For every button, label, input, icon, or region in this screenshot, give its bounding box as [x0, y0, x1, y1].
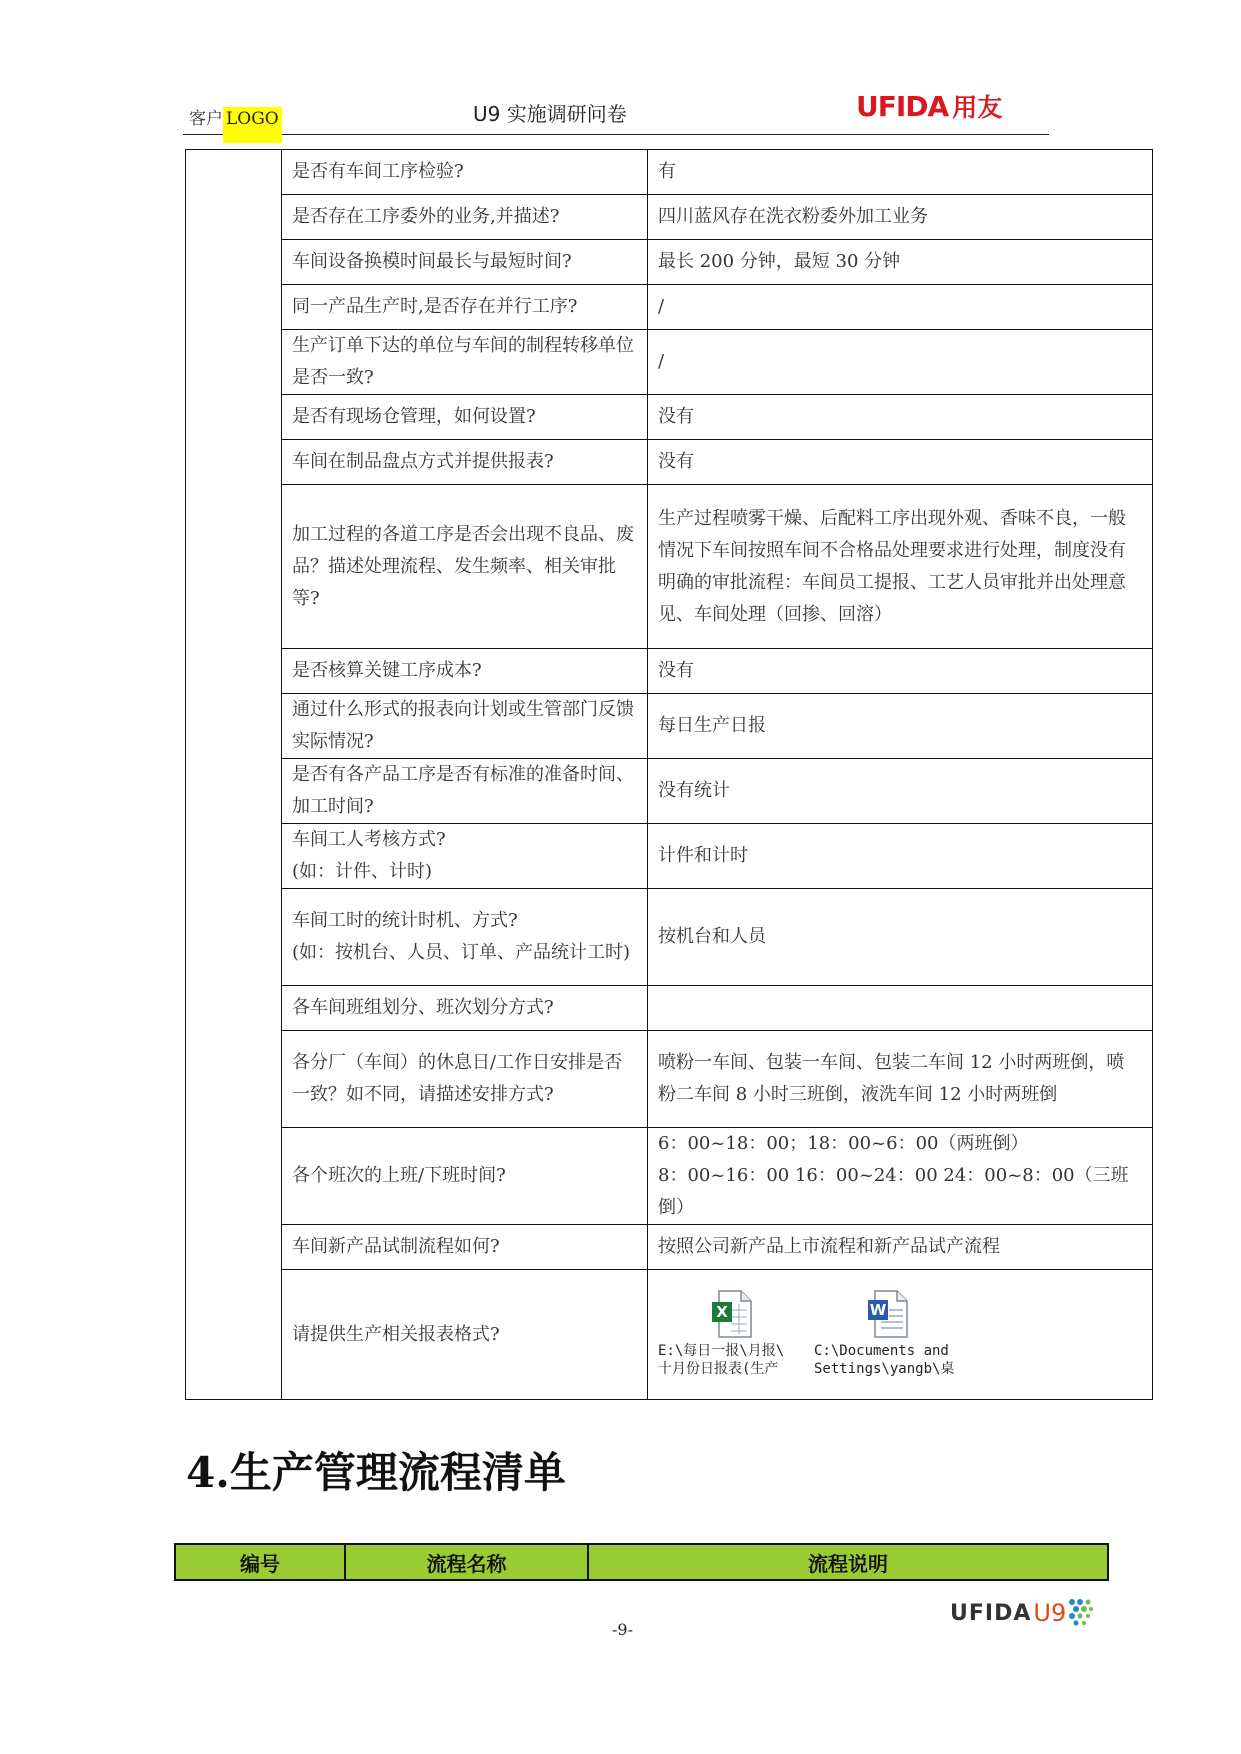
question-cell: 车间工人考核方式? (如：计件、计时) [282, 824, 648, 889]
survey-row [186, 889, 1153, 986]
answer-cell [648, 986, 1153, 1031]
answer-cell: 每日生产日报 [648, 694, 1153, 759]
survey-row [186, 395, 1153, 440]
logo-highlight: LOGO [223, 107, 282, 143]
header-number: 编号 [175, 1544, 345, 1580]
ufida-brand-logo [856, 86, 1002, 126]
survey-row [186, 195, 1153, 240]
svg-text:X: X [716, 1302, 728, 1321]
process-table-header-row [175, 1544, 1108, 1580]
ufida-u9-logo [950, 1596, 1094, 1630]
question-cell: 请提供生产相关报表格式? [282, 1270, 648, 1400]
answer-cell: 四川蓝风存在洗衣粉委外加工业务 [648, 195, 1153, 240]
answer-cell: 喷粉一车间、包装一车间、包装二车间 12 小时两班倒，喷粉二车间 8 小时三班倒，液洗车间 12 小时两班倒 [648, 1031, 1153, 1128]
question-cell: 是否核算关键工序成本? [282, 649, 648, 694]
answer-cell: 按照公司新产品上市流程和新产品试产流程 [648, 1225, 1153, 1270]
survey-table [185, 149, 1153, 1400]
survey-row-reports [186, 1270, 1153, 1400]
dots-icon [1066, 1596, 1094, 1630]
attachment-path-line1: E:\每日一报\月报\ [658, 1342, 785, 1359]
survey-row [186, 986, 1153, 1031]
survey-row [186, 824, 1153, 889]
question-cell: 通过什么形式的报表向计划或生管部门反馈实际情况? [282, 694, 648, 759]
section-heading [186, 1440, 566, 1500]
section-title: 生产管理流程清单 [229, 1448, 566, 1497]
survey-row [186, 440, 1153, 485]
survey-row [186, 1128, 1153, 1225]
question-cell: 是否有现场仓管理，如何设置? [282, 395, 648, 440]
document-title: U9 实施调研问卷 [473, 102, 627, 126]
question-cell: 车间工时的统计时机、方式? (如：按机台、人员、订单、产品统计工时) [282, 889, 648, 986]
brand-chinese: 用友 [952, 93, 1003, 122]
question-cell: 是否存在工序委外的业务,并描述? [282, 195, 648, 240]
answer-cell: 没有 [648, 649, 1153, 694]
survey-row [186, 330, 1153, 395]
question-cell: 是否有各产品工序是否有标准的准备时间、加工时间? [282, 759, 648, 824]
question-cell: 各分厂（车间）的休息日/工作日安排是否一致？如不同，请描述安排方式? [282, 1031, 648, 1128]
question-cell: 各车间班组划分、班次划分方式? [282, 986, 648, 1031]
survey-row [186, 485, 1153, 649]
question-cell: 各个班次的上班/下班时间? [282, 1128, 648, 1225]
attachment-path-line2: Settings\yangb\桌 [814, 1360, 955, 1377]
page-header [183, 86, 1049, 135]
question-cell: 加工过程的各道工序是否会出现不良品、废品？描述处理流程、发生频率、相关审批等? [282, 485, 648, 649]
answer-cell: 没有 [648, 440, 1153, 485]
page-number: -9- [612, 1620, 633, 1639]
header-process-description: 流程说明 [588, 1544, 1108, 1580]
survey-row [186, 1225, 1153, 1270]
category-cell [186, 150, 282, 1400]
answer-cell: 最长 200 分钟，最短 30 分钟 [648, 240, 1153, 285]
footer-brand-word: UFIDA [950, 1600, 1032, 1626]
customer-label: 客户 [189, 109, 223, 129]
attachment-path-line2: 十月份日报表(生产 [658, 1360, 779, 1377]
attachment-path-line1: C:\Documents and [814, 1342, 949, 1359]
survey-row [186, 240, 1153, 285]
answer-cell: / [648, 330, 1153, 395]
footer-brand-u9: U9 [1033, 1599, 1067, 1627]
answer-cell: / [648, 285, 1153, 330]
survey-row [186, 694, 1153, 759]
question-cell: 车间新产品试制流程如何? [282, 1225, 648, 1270]
answer-cell: 生产过程喷雾干燥、后配料工序出现外观、香味不良，一般情况下车间按照车间不合格品处理要求进行处理，制度没有明确的审批流程：车间员工提报、工艺人员审批并出处理意见、车间处理（回掺、回溶） [648, 485, 1153, 649]
answer-cell: 没有统计 [648, 759, 1153, 824]
word-file-icon [814, 1288, 964, 1340]
attachment-item[interactable] [814, 1288, 964, 1378]
brand-latin: UFIDA [856, 89, 949, 123]
answer-cell: 有 [648, 150, 1153, 195]
excel-file-icon [658, 1288, 808, 1340]
question-cell: 车间设备换模时间最长与最短时间? [282, 240, 648, 285]
survey-row [186, 649, 1153, 694]
section-number: 4. [186, 1448, 230, 1497]
attachments-cell [648, 1270, 1153, 1400]
survey-row [186, 150, 1153, 195]
question-cell: 是否有车间工序检验? [282, 150, 648, 195]
answer-cell: 按机台和人员 [648, 889, 1153, 986]
process-list-table [174, 1543, 1109, 1581]
answer-cell: 没有 [648, 395, 1153, 440]
survey-row [186, 285, 1153, 330]
survey-table-body [186, 150, 1153, 1400]
question-cell: 同一产品生产时,是否存在并行工序? [282, 285, 648, 330]
customer-logo-placeholder [189, 104, 282, 129]
answer-cell: 6：00~18：00；18：00~6：00（两班倒） 8：00~16：00 16：00~24：00 24：00~8：00（三班倒） [648, 1128, 1153, 1225]
question-cell: 车间在制品盘点方式并提供报表? [282, 440, 648, 485]
answer-cell: 计件和计时 [648, 824, 1153, 889]
survey-row [186, 759, 1153, 824]
question-cell: 生产订单下达的单位与车间的制程转移单位是否一致? [282, 330, 648, 395]
svg-text:W: W [869, 1300, 887, 1319]
header-process-name: 流程名称 [345, 1544, 588, 1580]
attachment-item[interactable] [658, 1288, 808, 1378]
survey-row [186, 1031, 1153, 1128]
